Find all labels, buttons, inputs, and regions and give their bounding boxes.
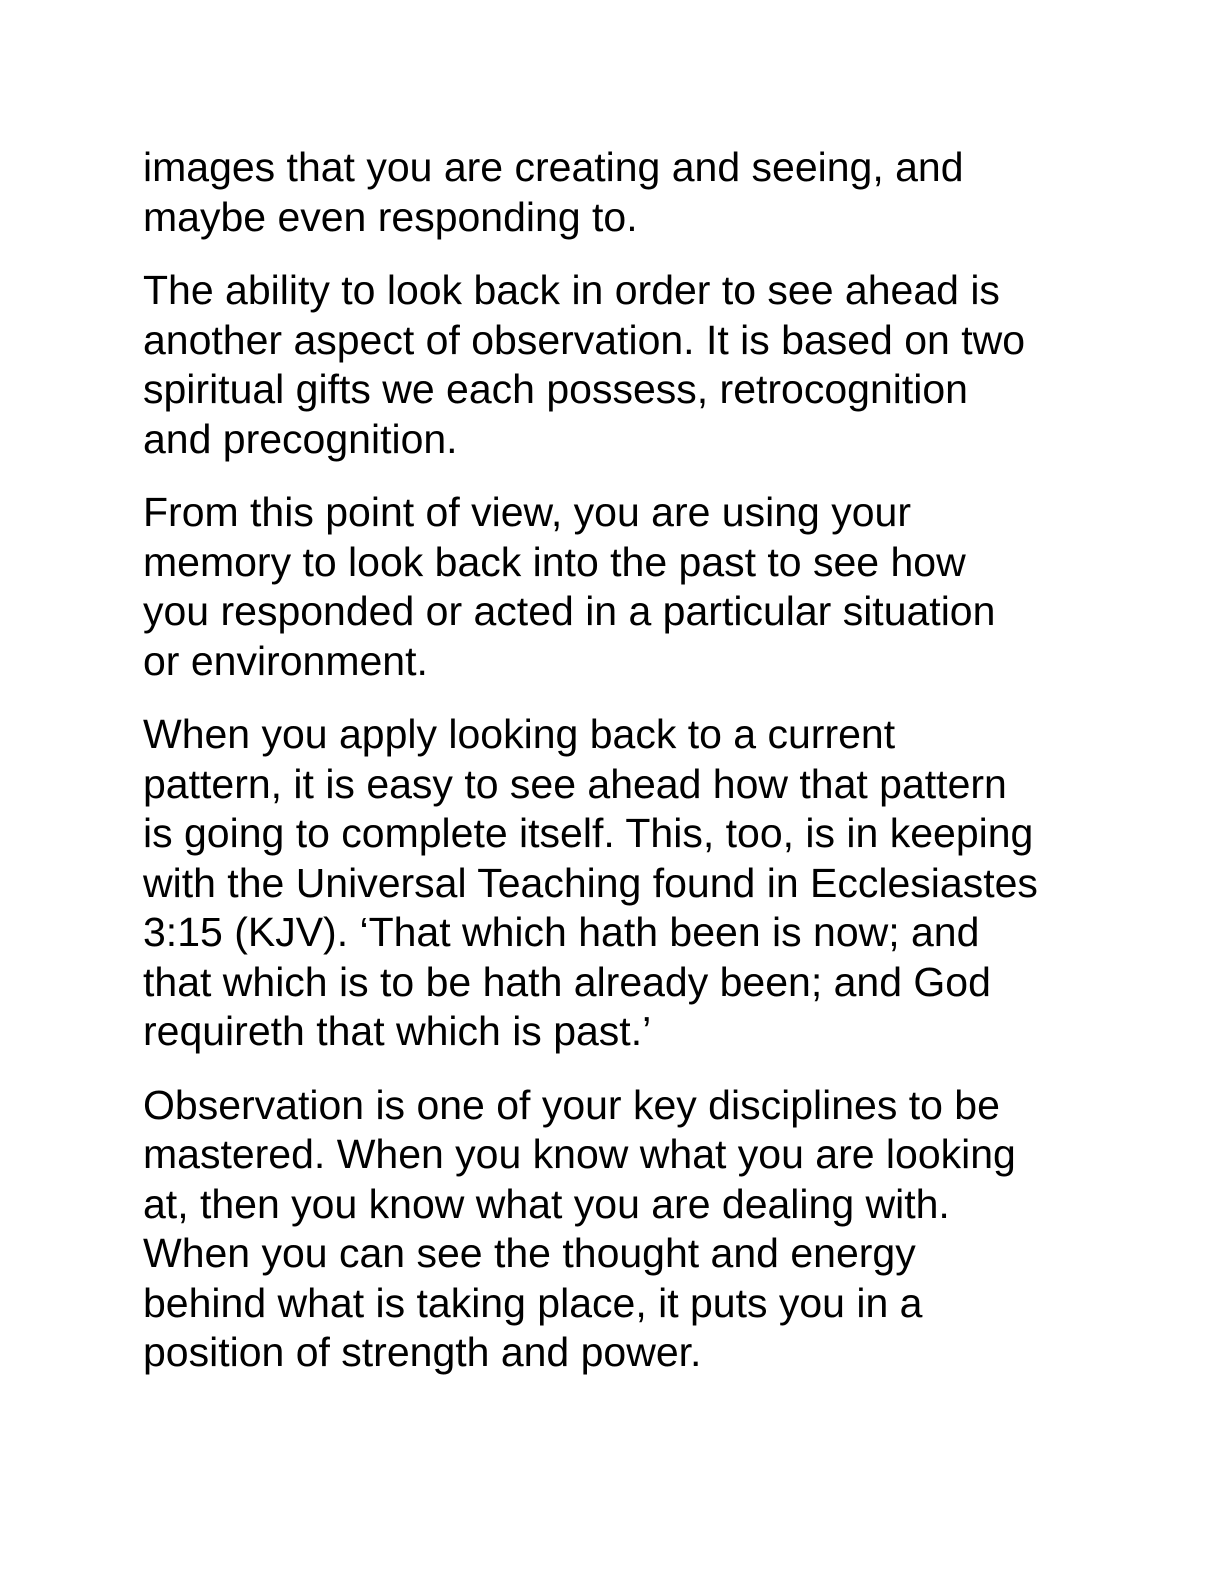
paragraph-2 bbox=[143, 266, 1103, 464]
paragraph-5 bbox=[143, 1081, 1103, 1378]
paragraph-4 bbox=[143, 710, 1103, 1057]
paragraph-1 bbox=[143, 143, 1103, 242]
text-line: requireth that which is past.’ bbox=[143, 1008, 652, 1054]
text-line: is going to complete itself. This, too, is in keeping bbox=[143, 810, 1034, 856]
text-line: The ability to look back in order to see ahead is bbox=[143, 267, 1000, 313]
text-line: pattern, it is easy to see ahead how that pattern bbox=[143, 760, 1007, 807]
text-line: you responded or acted in a particular situation bbox=[143, 588, 996, 634]
text-line: images that you are creating and seeing, and bbox=[143, 144, 964, 190]
text-line: From this point of view, you are using your bbox=[143, 489, 911, 535]
text-line: position of strength and power. bbox=[143, 1329, 702, 1375]
body-text bbox=[143, 143, 1103, 1402]
text-line: that which is to be hath already been; and God bbox=[143, 958, 991, 1005]
text-line: another aspect of observation. It is based on two bbox=[143, 316, 1026, 363]
text-line: Observation is one of your key disciplines to be bbox=[143, 1081, 1000, 1128]
text-line: behind what is taking place, it puts you in a bbox=[143, 1279, 923, 1326]
paragraph-3 bbox=[143, 488, 1103, 686]
text-line: with the Universal Teaching found in Ecclesiastes bbox=[143, 859, 1038, 906]
text-line: maybe even responding to. bbox=[143, 193, 638, 240]
text-line: When you can see the thought and energy bbox=[143, 1230, 916, 1276]
text-line: at, then you know what you are dealing with. bbox=[143, 1180, 950, 1227]
text-line: spiritual gifts we each possess, retrocognition bbox=[143, 366, 968, 412]
text-line: When you apply looking back to a current bbox=[143, 711, 896, 757]
text-line: or environment. bbox=[143, 637, 428, 684]
text-line: mastered. When you know what you are looking bbox=[143, 1131, 1016, 1177]
text-line: and precognition. bbox=[143, 415, 458, 462]
text-line: 3:15 (KJV). ‘That which hath been is now; and bbox=[143, 909, 980, 955]
text-line: memory to look back into the past to see how bbox=[143, 538, 966, 585]
